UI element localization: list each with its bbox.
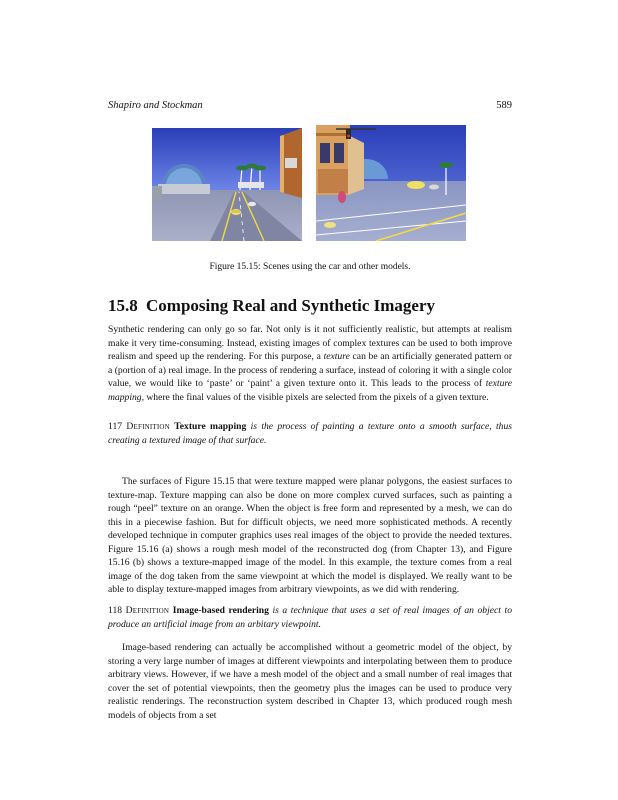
definition-body: is a technique that uses a set of real images of an object to produce an artificial image from an arbitary viewpoint.	[108, 605, 512, 630]
definition-label: Definition	[125, 605, 170, 616]
section-number: 15.8	[108, 296, 138, 315]
definition-117	[108, 420, 512, 447]
paragraph-text: , where the final values of the visible pixels are selected from the pixels of a given texture.	[141, 391, 489, 403]
figure-15-15	[150, 125, 470, 245]
paragraph-intro	[108, 323, 512, 404]
running-header	[108, 100, 512, 111]
figure-caption: Figure 15.15: Scenes using the car and other models.	[209, 262, 411, 272]
paragraph-text: can be an artificially generated pattern or a (portion of a) real image. In the process of rendering a surface, instead of coloring it with a single color value, we would like to ‘paste’ or ‘paint’ a given texture onto it. This leads to the process of	[108, 351, 513, 390]
paragraph-text: Synthetic rendering can only go so far. Not only is it not sufficiently realistic, but attempts at realism make it very time-consuming. Instead, existing images of complex textures can be used to both improve realism and speed up the rendering. For this purpose, a	[108, 324, 512, 363]
definition-label: Definition	[126, 421, 170, 432]
emphasis-texture-mapping: texture mapping	[108, 378, 512, 403]
emphasis-texture: texture	[323, 351, 350, 363]
figure-image-left	[152, 128, 302, 241]
section-title: Composing Real and Synthetic Imagery	[146, 296, 436, 315]
section-heading	[108, 296, 512, 316]
figure-image-right	[316, 125, 466, 241]
definition-118	[108, 604, 512, 631]
definition-body: is the process of painting a texture onto a smooth surface, thus creating a textured image of that surface.	[108, 421, 512, 446]
definition-number: 118	[108, 605, 123, 616]
definition-number: 117	[108, 421, 123, 432]
definition-term: Image-based rendering	[172, 605, 269, 616]
definition-term: Texture mapping	[174, 421, 247, 432]
page-number: 589	[496, 100, 512, 111]
paragraph-texture-surfaces: The surfaces of Figure 15.15 that were texture mapped were planar polygons, the easiest surfaces to texture-map. Texture mapping can also be done on more complex curved surfaces, such as painting a rough “peel” texture on an orange. When the object is free form and represented by a mesh, we can do this in a piecewise fashion. But for difficult objects, we need more sophisticated methods. A recently developed technique in computer graphics uses real images of the object to provide the needed textures. Figure 15.16 (a) shows a rough mesh model of the reconstructed dog (from Chapter 13), and Figure 15.16 (b) shows a texture-mapped image of the model. In this example, the texture comes from a real image of the dog taken from the same viewpoint at which the model is displayed. We really want to be able to display texture-mapped images from arbitrary viewpoints, as we did with rendering.	[108, 476, 512, 596]
header-authors: Shapiro and Stockman	[108, 100, 203, 111]
paragraph-image-based-rendering: Image-based rendering can actually be accomplished without a geometric model of the object, by storing a very large number of images at different viewpoints and interpolating between them to produce arbitrary views. However, if we have a mesh model of the object and a small number of real images that cover the set of potential viewpoints, then the geometry plus the images can be used to produce very realistic renderings. The reconstruction system described in Chapter 13, which produced rough mesh models of objects from a set	[108, 642, 512, 721]
